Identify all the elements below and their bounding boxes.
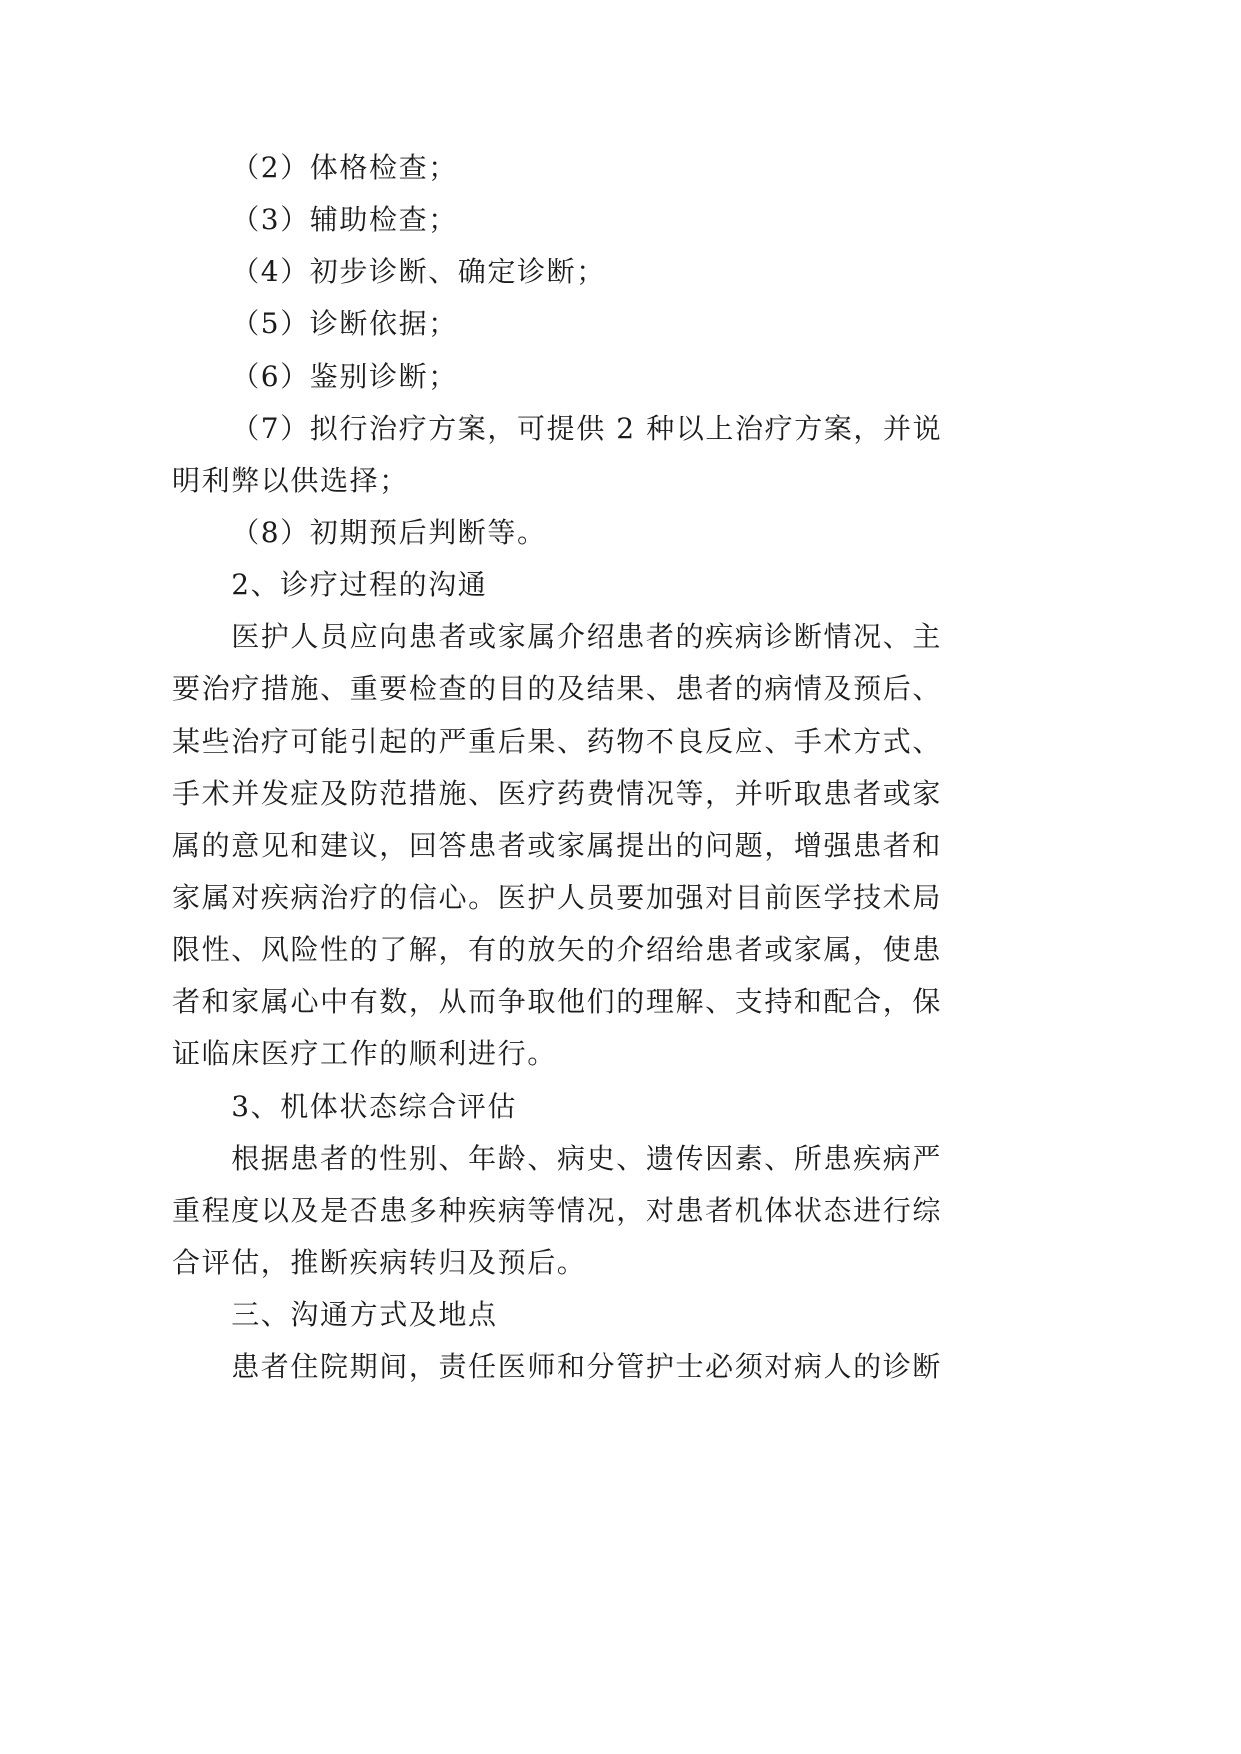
text-line: 者和家属心中有数，从而争取他们的理解、支持和配合，保 xyxy=(172,985,942,1019)
text-line: 根据患者的性别、年龄、病史、遗传因素、所患疾病严 xyxy=(231,1141,942,1175)
text-line: 手术并发症及防范措施、医疗药费情况等，并听取患者或家 xyxy=(172,776,942,810)
body-paragraph xyxy=(172,1341,942,1393)
text-line: 合评估，推断疾病转归及预后。 xyxy=(172,1245,587,1279)
text-line: 某些治疗可能引起的严重后果、药物不良反应、手术方式、 xyxy=(172,724,942,758)
text-line: （7）拟行治疗方案，可提供 2 种以上治疗方案，并说 xyxy=(231,411,942,445)
text-line: （4）初步诊断、确定诊断； xyxy=(231,255,606,289)
body-text xyxy=(172,142,942,1393)
text-line: （6）鉴别诊断； xyxy=(231,359,458,393)
text-line: （2）体格检查； xyxy=(231,151,458,184)
body-paragraph xyxy=(172,1133,942,1289)
body-paragraph xyxy=(172,611,942,1080)
section-heading xyxy=(172,559,942,611)
list-item xyxy=(172,298,942,350)
text-line: 明利弊以供选择； xyxy=(172,463,409,497)
text-line: 家属对疾病治疗的信心。医护人员要加强对目前医学技术局 xyxy=(172,880,942,914)
list-item xyxy=(172,246,942,298)
text-line: 属的意见和建议，回答患者或家属提出的问题，增强患者和 xyxy=(172,828,942,862)
text-line: （8）初期预后判断等。 xyxy=(231,515,547,549)
text-line: 限性、风险性的了解，有的放矢的介绍给患者或家属，使患 xyxy=(172,933,942,967)
text-line: 要治疗措施、重要检查的目的及结果、患者的病情及预后、 xyxy=(172,672,942,706)
text-line: 医护人员应向患者或家属介绍患者的疾病诊断情况、主 xyxy=(231,620,942,654)
text-line: （5）诊断依据； xyxy=(231,307,458,341)
text-line: 患者住院期间，责任医师和分管护士必须对病人的诊断 xyxy=(231,1350,942,1384)
text-line: 证临床医疗工作的顺利进行。 xyxy=(172,1037,557,1071)
section-heading xyxy=(172,1081,942,1133)
list-item xyxy=(172,351,942,403)
text-line: 三、沟通方式及地点 xyxy=(231,1298,498,1332)
text-line: 2、诊疗过程的沟通 xyxy=(231,568,488,602)
list-item xyxy=(172,403,942,507)
text-line: （3）辅助检查； xyxy=(231,203,458,237)
list-item xyxy=(172,507,942,559)
section-heading xyxy=(172,1289,942,1341)
text-line: 3、机体状态综合评估 xyxy=(231,1089,518,1123)
list-item xyxy=(172,142,942,194)
text-line: 重程度以及是否患多种疾病等情况，对患者机体状态进行综 xyxy=(172,1193,942,1227)
list-item xyxy=(172,194,942,246)
